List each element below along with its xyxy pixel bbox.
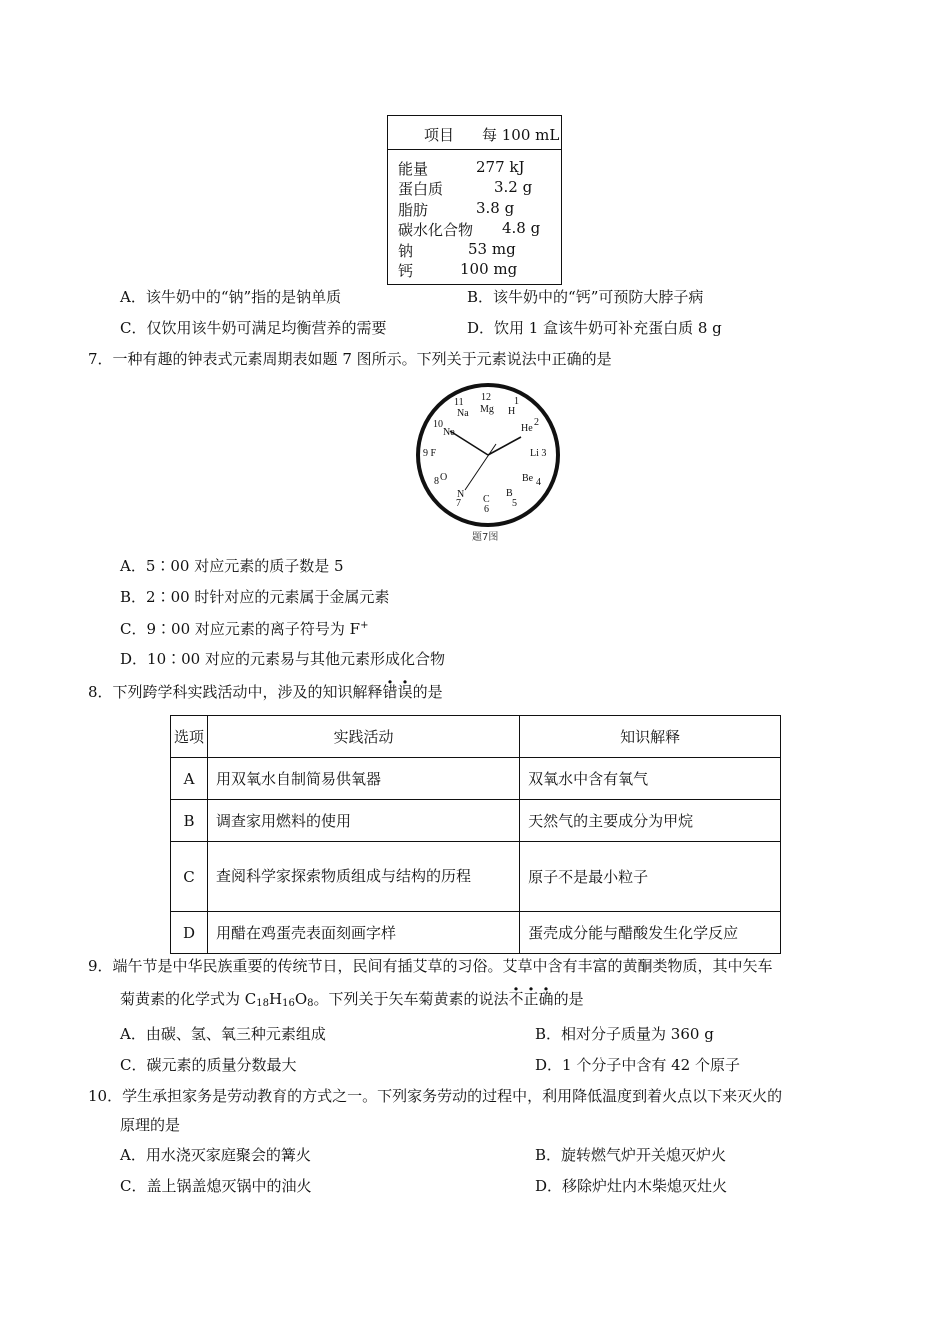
q7-option-b: B．2∶00 时针对应的元素属于金属元素 (120, 588, 390, 606)
clock-label-12: 12 (481, 392, 491, 403)
q9-option-a: A．由碳、氢、氧三种元素组成 (120, 1025, 326, 1043)
clock-label-4: 4 (536, 477, 541, 488)
element-clock-figure (410, 380, 570, 545)
nutrition-table (387, 115, 562, 285)
q9-stem-line1: 9．端午节是中华民族重要的传统节日，民间有插艾草的习俗。艾草中含有丰富的黄酮类物质，其中矢车 (88, 957, 773, 975)
clock-label-7: 7 (456, 498, 461, 509)
table-row: A 用双氧水自制简易供氧器 双氧水中含有氧气 (171, 758, 781, 800)
q8-stem: 8．下列跨学科实践活动中，涉及的知识解释错误的是 (88, 683, 443, 701)
nutrition-row-sodium: 钠 53 mg (398, 240, 516, 260)
q10-stem-line1: 10．学生承担家务是劳动教育的方式之一。下列家务劳动的过程中，利用降低温度到着火点以下来灭火的 (88, 1087, 783, 1105)
nutrition-row-fat: 脂肪 3.8 g (398, 199, 515, 219)
clock-label-c: C (483, 494, 490, 505)
nutrition-row-calcium: 钙 100 mg (398, 260, 518, 280)
q7-option-a: A．5∶00 对应元素的质子数是 5 (120, 557, 344, 575)
clock-label-b: B (506, 488, 513, 499)
clock-label-5: 5 (512, 498, 517, 509)
q7-option-d: D．10∶00 对应的元素易与其他元素形成化合物 (120, 650, 445, 668)
q10-option-d: D．移除炉灶内木柴熄灭灶火 (535, 1177, 728, 1195)
q6-option-b: B．该牛奶中的“钙”可预防大脖子病 (467, 288, 704, 306)
clock-label-n: N (457, 489, 465, 500)
q10-option-b: B．旋转燃气炉开关熄灭炉火 (535, 1146, 727, 1164)
q6-option-a: A．该牛奶中的“钠”指的是钠单质 (120, 288, 342, 306)
clock-label-11: 11 (454, 397, 464, 408)
q9-option-d: D．1 个分子中含有 42 个原子 (535, 1056, 740, 1074)
clock-label-na: Na (457, 408, 469, 419)
nutrition-row-protein: 蛋白质 3.2 g (398, 178, 533, 198)
clock-label-h: H (508, 406, 516, 417)
clock-label-o: O (440, 472, 448, 483)
clock-label-2: 2 (534, 417, 539, 428)
nutrition-header-per: 每 100 mL (482, 126, 560, 144)
q7-option-c: C．9∶00 对应元素的离子符号为 F+ (120, 620, 369, 638)
nutrition-row-energy: 能量 277 kJ (398, 158, 525, 178)
clock-label-he: He (521, 423, 533, 434)
q6-option-d: D．饮用 1 盒该牛奶可补充蛋白质 8 g (467, 319, 722, 337)
table-row: C 查阅科学家探索物质组成与结构的历程 原子不是最小粒子 (171, 842, 781, 912)
clock-label-be: Be (522, 473, 534, 484)
clock-label-6: 6 (484, 504, 489, 515)
nutrition-header-item: 项目 (424, 126, 455, 144)
table-row: B 调查家用燃料的使用 天然气的主要成分为甲烷 (171, 800, 781, 842)
clock-label-8: 8 (434, 476, 439, 487)
q9-stem-line2: 菊黄素的化学式为 $C_{18}H_{16}O_8$。下列关于矢车菊黄素的说法不正确的是 (120, 990, 584, 1009)
q6-option-c: C．仅饮用该牛奶可满足均衡营养的需要 (120, 319, 387, 337)
clock-caption: 题7图 (472, 532, 499, 543)
clock-minute-hand (488, 437, 521, 455)
q9-option-b: B．相对分子质量为 360 g (535, 1025, 714, 1043)
nutrition-row-carbs: 碳水化合物 4.8 g (398, 219, 541, 239)
clock-label-f9: 9 F (423, 448, 437, 459)
activity-table-header: 选项 实践活动 知识解释 (171, 716, 781, 758)
clock-label-li3: Li 3 (530, 448, 547, 459)
clock-label-10: 10 (433, 419, 443, 430)
q7-stem: 7．一种有趣的钟表式元素周期表如题 7 图所示。下列关于元素说法中正确的是 (88, 350, 612, 368)
clock-label-ne: Ne (443, 427, 455, 438)
clock-hour-hand (450, 431, 488, 455)
activity-table (170, 715, 781, 954)
q10-option-c: C．盖上锅盖熄灭锅中的油火 (120, 1177, 312, 1195)
nutrition-header (388, 116, 561, 150)
clock-label-mg: Mg (480, 404, 494, 415)
q9-option-c: C．碳元素的质量分数最大 (120, 1056, 297, 1074)
q10-option-a: A．用水浇灭家庭聚会的篝火 (120, 1146, 311, 1164)
table-row: D 用醋在鸡蛋壳表面刻画字样 蛋壳成分能与醋酸发生化学反应 (171, 912, 781, 954)
q10-stem-line2: 原理的是 (120, 1116, 181, 1134)
clock-label-1: 1 (514, 396, 519, 407)
